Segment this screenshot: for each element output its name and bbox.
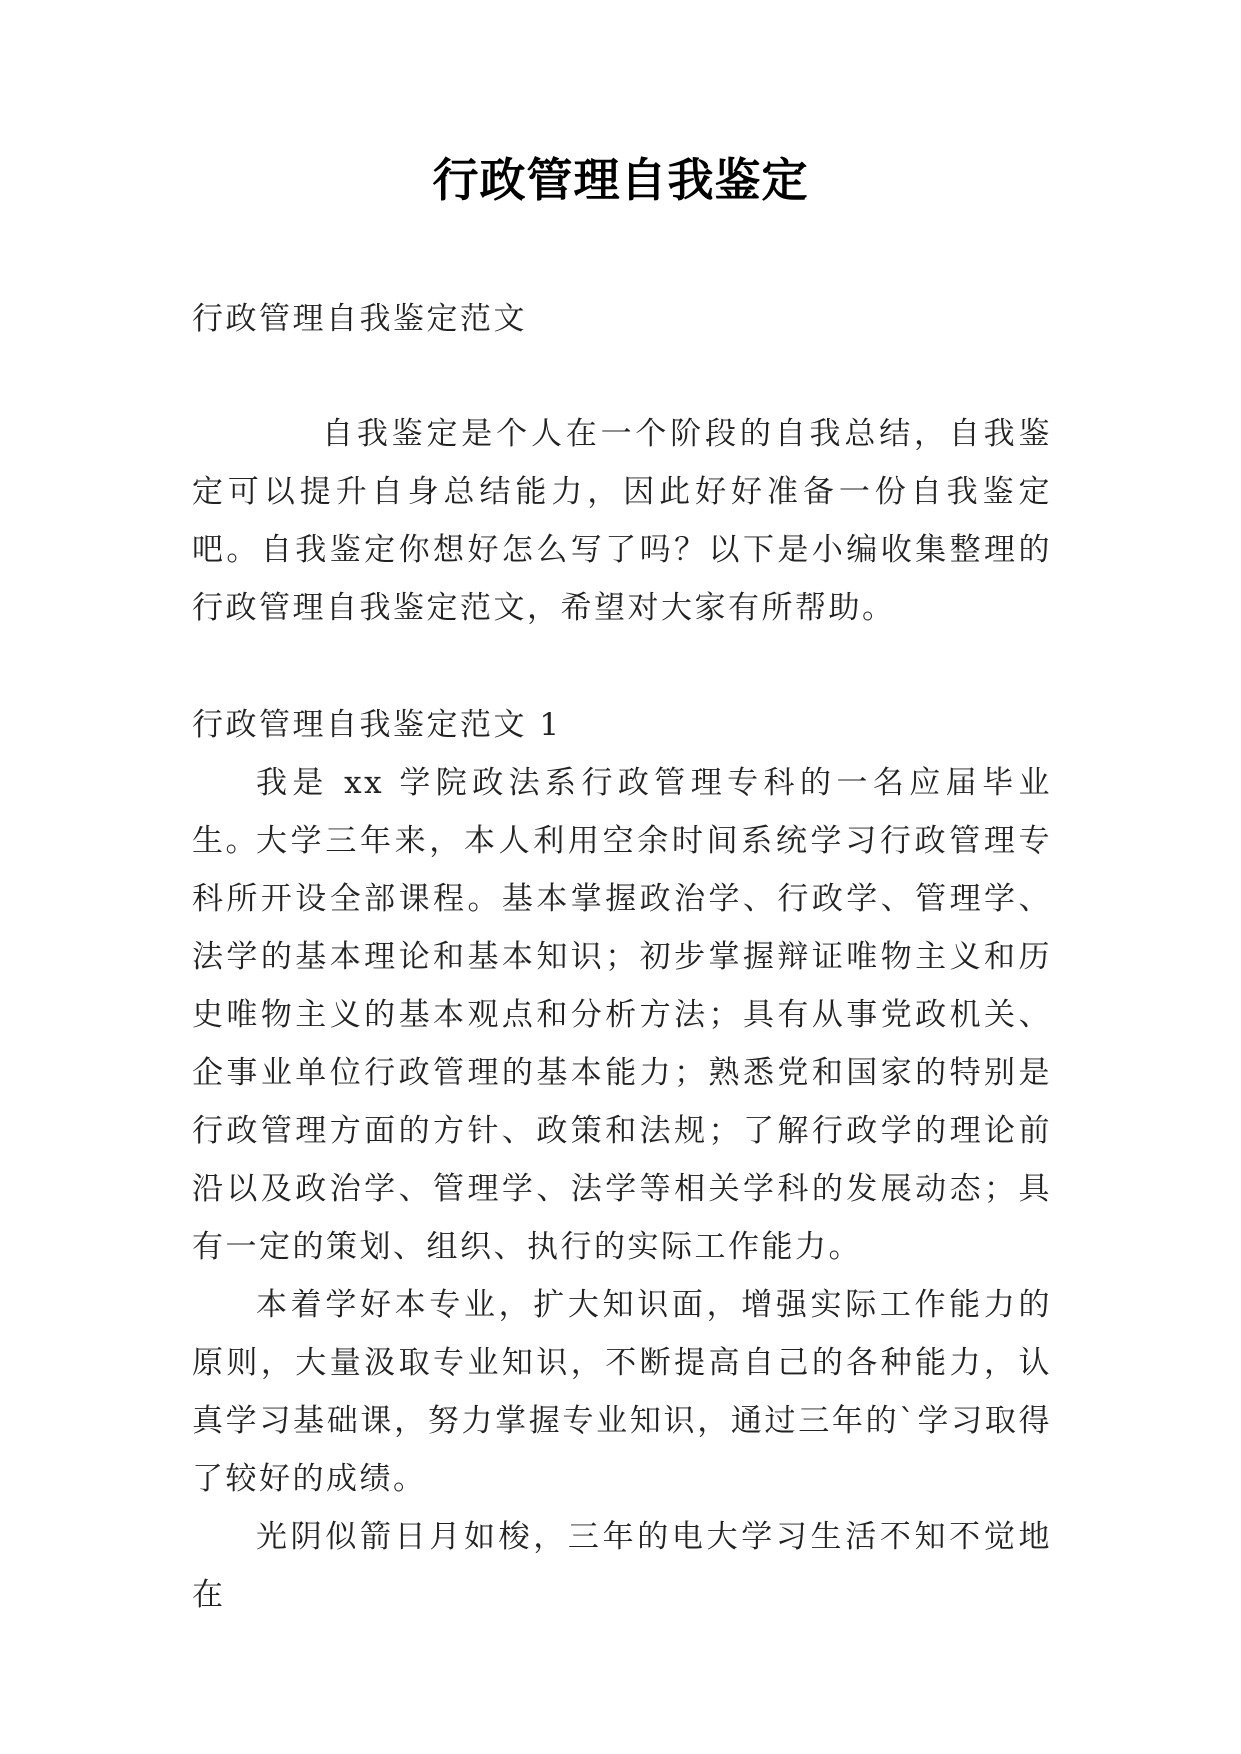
body-paragraph-1: 我是 xx 学院政法系行政管理专科的一名应届毕业生。 — [192, 765, 1052, 859]
body-paragraph-2: 大学三年来，本人利用空余时间系统学习行政管理专科所开设全部课程。基本掌握政治学、行政学、管理学、法学的基本理论和基本知识；初步掌握辩证唯物主义和历史唯物主义的基本观点和分析方法；具有从事党政机关、企事业单位行政管理的基本能力；熟悉党和国家的特别是行政管理方面的方针、政策和法规；了解行政学的理论前沿以及政治学、管理学、法学等相关学科的发展动态；具有一定的策划、组织、执行的实际工作能力。 — [192, 823, 1052, 1265]
body-paragraph-3: 本着学好本专业，扩大知识面，增强实际工作能力的原则，大量汲取专业知识，不断提高自己的各种能力，认真学习基础课，努力掌握专业知识，通过三年的`学习取得了较好的成绩。 — [192, 1287, 1052, 1497]
document-title: 行政管理自我鉴定 — [432, 153, 809, 207]
document-subtitle: 行政管理自我鉴定范文 — [192, 301, 527, 337]
section-heading: 行政管理自我鉴定范文 1 — [192, 707, 562, 743]
intro-paragraph: 自我鉴定是个人在一个阶段的自我总结，自我鉴定可以提升自身总结能力，因此好好准备一份自我鉴定吧。自我鉴定你想好怎么写了吗？以下是小编收集整理的行政管理自我鉴定范文，希望对大家有所帮助。 — [192, 416, 1052, 626]
body-paragraph-4: 光阴似箭日月如梭，三年的电大学习生活不知不觉地在 — [192, 1519, 1052, 1613]
